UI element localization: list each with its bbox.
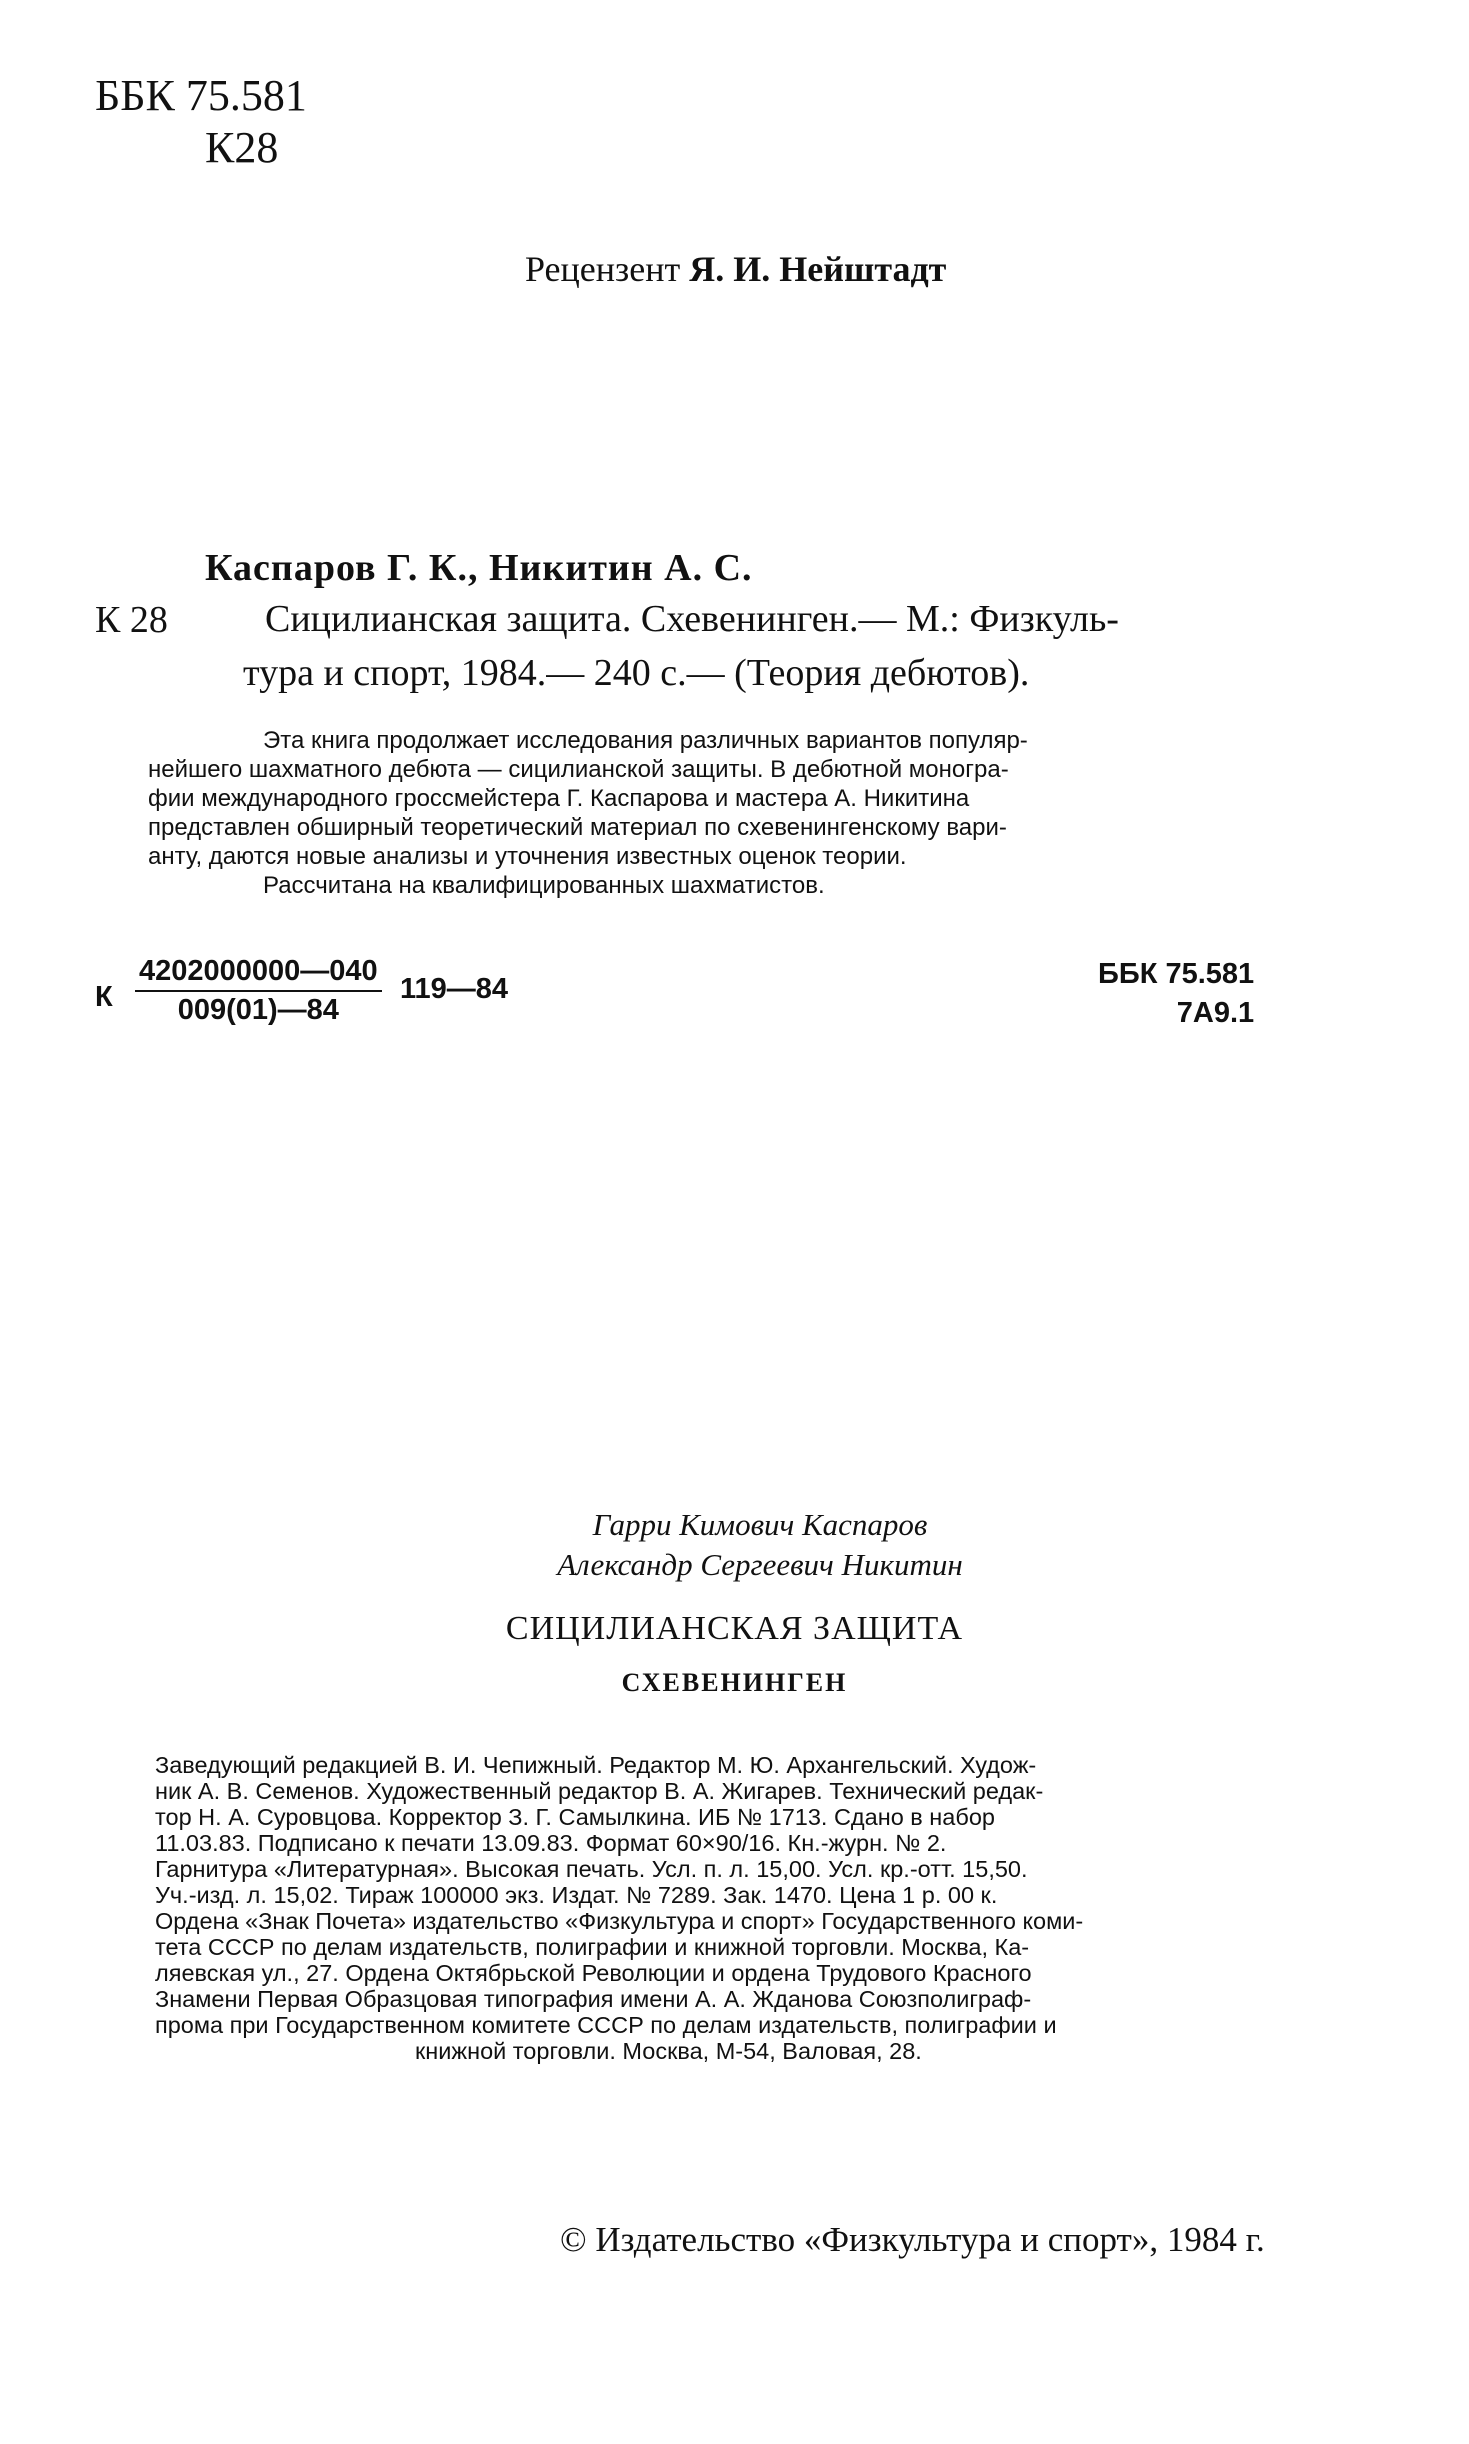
bbk-top-code: ББК 75.581 <box>95 71 307 120</box>
catalog-title-line-2: тура и спорт, 1984.— 240 с.— (Теория дебютов). <box>243 652 1030 694</box>
annotation-line: представлен обширный теоретический материал по схевенингенскому вари- <box>148 814 1007 841</box>
reviewer-name: Я. И. Нейштадт <box>689 249 947 289</box>
author-full-names <box>500 1505 1020 1585</box>
catalog-title-entry <box>243 592 1119 700</box>
bbk-right-index: 7А9.1 <box>1176 997 1255 1029</box>
annotation-line: анту, даются новые анализы и уточнения известных оценок теории. <box>148 843 907 870</box>
book-subtitle: СХЕВЕНИНГЕН <box>621 1668 848 1697</box>
bbk-top-block <box>95 70 307 174</box>
index-code-letter: К <box>95 981 113 1013</box>
colophon-line: тета СССР по делам издательств, полиграфии и книжной торговли. Москва, Ка- <box>155 1934 1030 1960</box>
colophon <box>155 1752 1355 2064</box>
annotation-line: Эта книга продолжает исследования различных вариантов популяр- <box>263 727 1028 754</box>
colophon-line: Заведующий редакцией В. И. Чепижный. Редактор М. Ю. Архангельский. Худож- <box>155 1752 1037 1778</box>
bbk-right-code: ББК 75.581 <box>1098 958 1255 990</box>
colophon-line: Ордена «Знак Почета» издательство «Физкультура и спорт» Государственного коми- <box>155 1908 1084 1934</box>
copyright-line: © Издательство «Физкультура и спорт», 1984 г. <box>560 2220 1265 2259</box>
book-title: СИЦИЛИАНСКАЯ ЗАЩИТА <box>505 1610 964 1647</box>
colophon-line: книжной торговли. Москва, М-54, Валовая, 28. <box>415 2038 922 2064</box>
catalog-title-line-1: Сицилианская защита. Схевенинген.— М.: Физкуль- <box>265 598 1119 640</box>
bbk-top-index: К28 <box>205 123 279 172</box>
index-code-denominator: 009(01)—84 <box>177 994 339 1026</box>
reviewer-line <box>525 248 946 290</box>
colophon-line: Уч.-изд. л. 15,02. Тираж 100000 экз. Издат. № 7289. Зак. 1470. Цена 1 р. 00 к. <box>155 1882 998 1908</box>
colophon-line: Гарнитура «Литературная». Высокая печать. Усл. п. л. 15,00. Усл. кр.-отт. 15,50. <box>155 1856 1028 1882</box>
annotation <box>148 726 1298 900</box>
index-code-suffix: 119—84 <box>400 973 509 1005</box>
index-code-numerator: 4202000000—040 <box>135 955 382 992</box>
colophon-line: Знамени Первая Образцовая типография имени А. А. Жданова Союзполиграф- <box>155 1986 1032 2012</box>
annotation-line: Рассчитана на квалифицированных шахматистов. <box>263 872 825 899</box>
author-name-2: Александр Сергеевич Никитин <box>557 1547 963 1582</box>
catalog-index: К 28 <box>95 599 168 641</box>
catalog-authors: Каспаров Г. К., Никитин А. С. <box>205 547 753 589</box>
index-code-fraction <box>135 955 382 1027</box>
annotation-line: нейшего шахматного дебюта — сицилианской защиты. В дебютной моногра- <box>148 756 1009 783</box>
annotation-line: фии международного гроссмейстера Г. Каспарова и мастера А. Никитина <box>148 785 970 812</box>
colophon-line: ляевская ул., 27. Ордена Октябрьской Революции и ордена Трудового Красного <box>155 1960 1032 1986</box>
colophon-line: тор Н. А. Суровцова. Корректор З. Г. Самылкина. ИБ № 1713. Сдано в набор <box>155 1804 995 1830</box>
colophon-line: прома при Государственном комитете СССР по делам издательств, полиграфии и <box>155 2012 1057 2038</box>
author-name-1: Гарри Кимович Каспаров <box>592 1507 928 1542</box>
reviewer-label: Рецензент <box>525 249 681 289</box>
colophon-line: ник А. В. Семенов. Художественный редактор В. А. Жигарев. Технический редак- <box>155 1778 1044 1804</box>
colophon-line: 11.03.83. Подписано к печати 13.09.83. Формат 60×90/16. Кн.-журн. № 2. <box>155 1830 947 1856</box>
bbk-right-block <box>1098 955 1254 1033</box>
